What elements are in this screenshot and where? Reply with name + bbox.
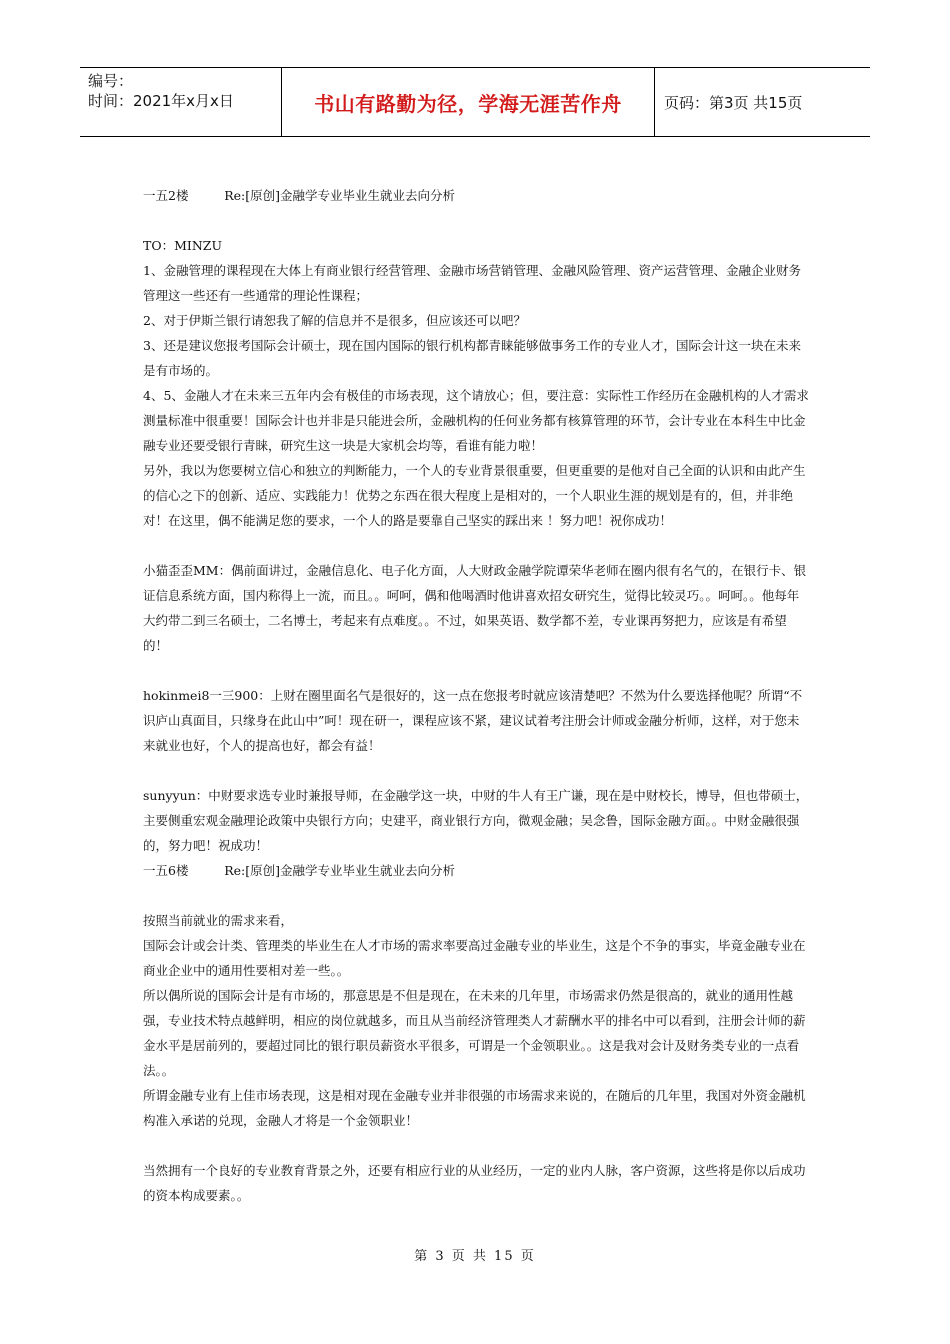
paragraph: 当然拥有一个良好的专业教育背景之外，还要有相应行业的从业经历，一定的业内人脉，客户资源，这些将是你以后成功的资本构成要素。。 [143,1163,806,1203]
blank-line [143,658,811,683]
blank-line [143,1133,811,1158]
paragraph: 3、还是建议您报考国际会计硕士，现在国内国际的银行机构都青睐能够做事务工作的专业人才，国际会计这一块在未来是有市场的。 [143,338,801,378]
paragraph: 另外，我以为您要树立信心和独立的判断能力，一个人的专业背景很重要，但更重要的是他对自己全面的认识和由此产生的信心之下的创新、适应、实践能力！优势之东西在很大程度上是相对的，一个人职业生涯的规划是有的，但，并非绝对！在这里，偶不能满足您的要求，一个人的路是要靠自己坚实的踩出来 ！努力吧！祝你成功！ [143,463,806,528]
paragraph: 所谓金融专业有上佳市场表现，这是相对现在金融专业并非很强的市场需求来说的，在随后的几年里，我国对外资金融机构准入承诺的兑现，金融人才将是一个金领职业！ [143,1088,806,1128]
page-footer: 第 3 页 共 15 页 [414,1249,536,1264]
time-label: 时间：2021年x月x日 [88,92,234,110]
blank-line [143,533,811,558]
header-motto: 书山有路勤为径，学海无涯苦作舟 [282,68,655,136]
page-header [80,67,870,137]
header-meta [80,68,282,136]
paragraph: 4、5、金融人才在未来三五年内会有极佳的市场表现，这个请放心；但，要注意：实际性工作经历在金融机构的人才需求测量标准中很重要！国际会计也并非是只能进会所，金融机构的任何业务都有核算管理的环节，会计专业在本科生中比金融专业还要受银行青睐，研究生这一块是大家机会均等，看谁有能力啦！ [143,388,809,453]
paragraph: 一五6楼 Re:[原创]金融学专业毕业生就业去向分析 [143,863,455,878]
header-page-info: 页码：第3页 共15页 [664,93,803,112]
paragraph: hokinmei8一三900：上财在圈里面名气是很好的，这一点在您报考时就应该清楚吧？不然为什么要选择他呢？所谓“不识庐山真面目，只缘身在此山中”呵！现在研一，课程应该不紧，建议试着考注册会计师或金融分析师，这样，对于您未来就业也好，个人的提高也好，都会有益！ [143,688,803,753]
paragraph: 按照当前就业的需求来看， [143,913,294,928]
paragraph: 2、对于伊斯兰银行请恕我了解的信息并不是很多，但应该还可以吧？ [143,313,526,328]
blank-line [143,758,811,783]
number-label: 编号： [88,72,134,90]
paragraph: 所以偶所说的国际会计是有市场的，那意思是不但是现在，在未来的几年里，市场需求仍然是很高的，就业的通用性越强，专业技术特点越鲜明，相应的岗位就越多，而且从当前经济管理类人才薪酬水平的排名中可以看到，注册会计师的薪金水平是居前列的，要超过同比的银行职员薪资水平很多，可谓是一个金领职业。。这是我对会计及财务类专业的一点看法。。 [143,988,806,1078]
document-body [143,183,811,1208]
paragraph: 一五2楼 Re:[原创]金融学专业毕业生就业去向分析 [143,188,455,203]
paragraph: 国际会计或会计类、管理类的毕业生在人才市场的需求率要高过金融专业的毕业生，这是个不争的事实，毕竟金融专业在商业企业中的通用性要相对差一些。。 [143,938,806,978]
paragraph: 1、金融管理的课程现在大体上有商业银行经营管理、金融市场营销管理、金融风险管理、资产运营管理、金融企业财务管理这一些还有一些通常的理论性课程； [143,263,801,303]
paragraph: sunyyun：中财要求选专业时兼报导师，在金融学这一块，中财的牛人有王广谦，现在是中财校长，博导，但也带硕士，主要侧重宏观金融理论政策中央银行方向；史建平，商业银行方向，微观金融；吴念鲁，国际金融方面。。中财金融很强的，努力吧！祝成功！ [143,788,809,853]
paragraph: 小猫歪歪MM：偶前面讲过，金融信息化、电子化方面，人大财政金融学院谭荣华老师在圈内很有名气的，在银行卡、银证信息系统方面，国内称得上一流，而且。。呵呵，偶和他喝酒时他讲喜欢招女研究生，觉得比较灵巧。。呵呵。。他每年大约带二到三名硕士，二名博士，考起来有点难度。。不过，如果英语、数学都不差，专业课再努把力，应该是有希望的！ [143,563,807,653]
blank-line [143,208,811,233]
paragraph: TO：MINZU [143,238,222,253]
blank-line [143,883,811,908]
